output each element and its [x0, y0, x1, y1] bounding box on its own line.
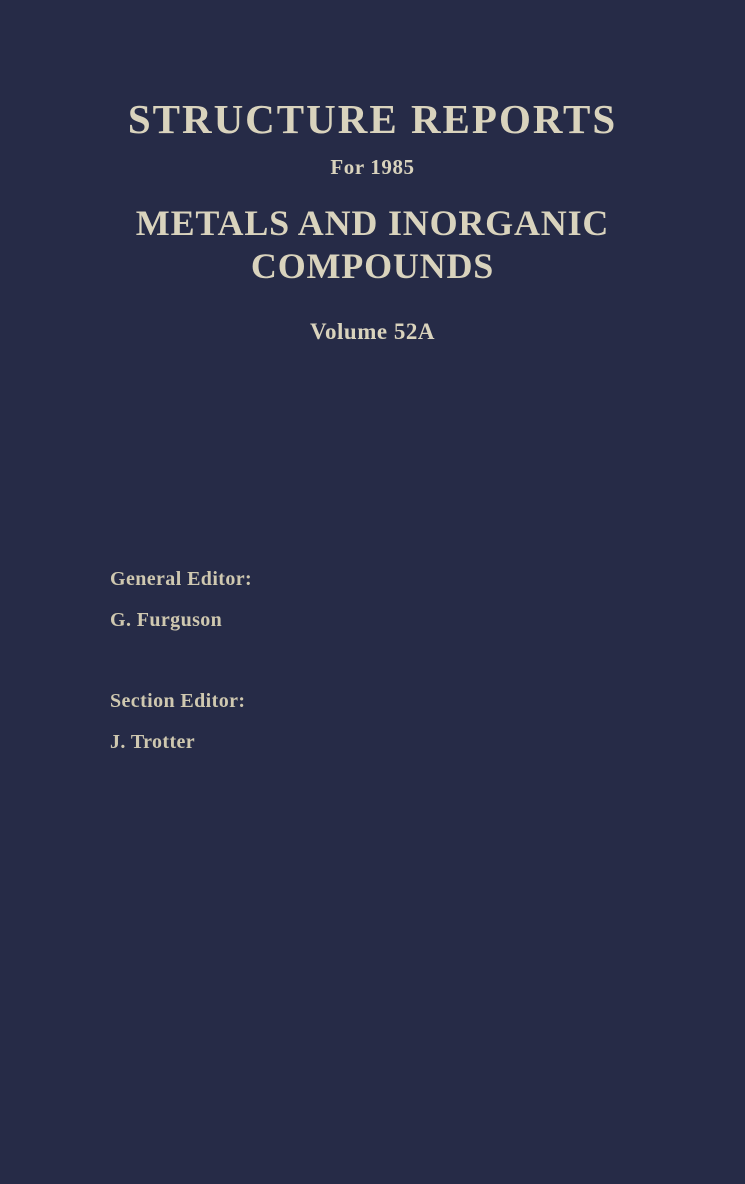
year-subtitle: For 1985	[330, 155, 415, 180]
editor-name-section: J. Trotter	[110, 731, 196, 753]
editor-role-section: Section Editor:	[110, 690, 246, 712]
subject-title-line-2: COMPOUNDS	[250, 245, 495, 286]
subject-title	[60, 202, 685, 287]
editor-role-general: General Editor:	[110, 568, 253, 590]
editor-entry-general	[110, 568, 252, 632]
volume-label: Volume 52A	[310, 318, 435, 344]
title-block	[0, 98, 745, 345]
editor-entry-section	[110, 690, 252, 754]
editors-block	[110, 568, 252, 812]
editor-name-general: G. Furguson	[110, 609, 223, 631]
page-title: STRUCTURE REPORTS	[127, 96, 618, 142]
subject-title-line-1: METALS AND INORGANIC	[135, 203, 610, 244]
